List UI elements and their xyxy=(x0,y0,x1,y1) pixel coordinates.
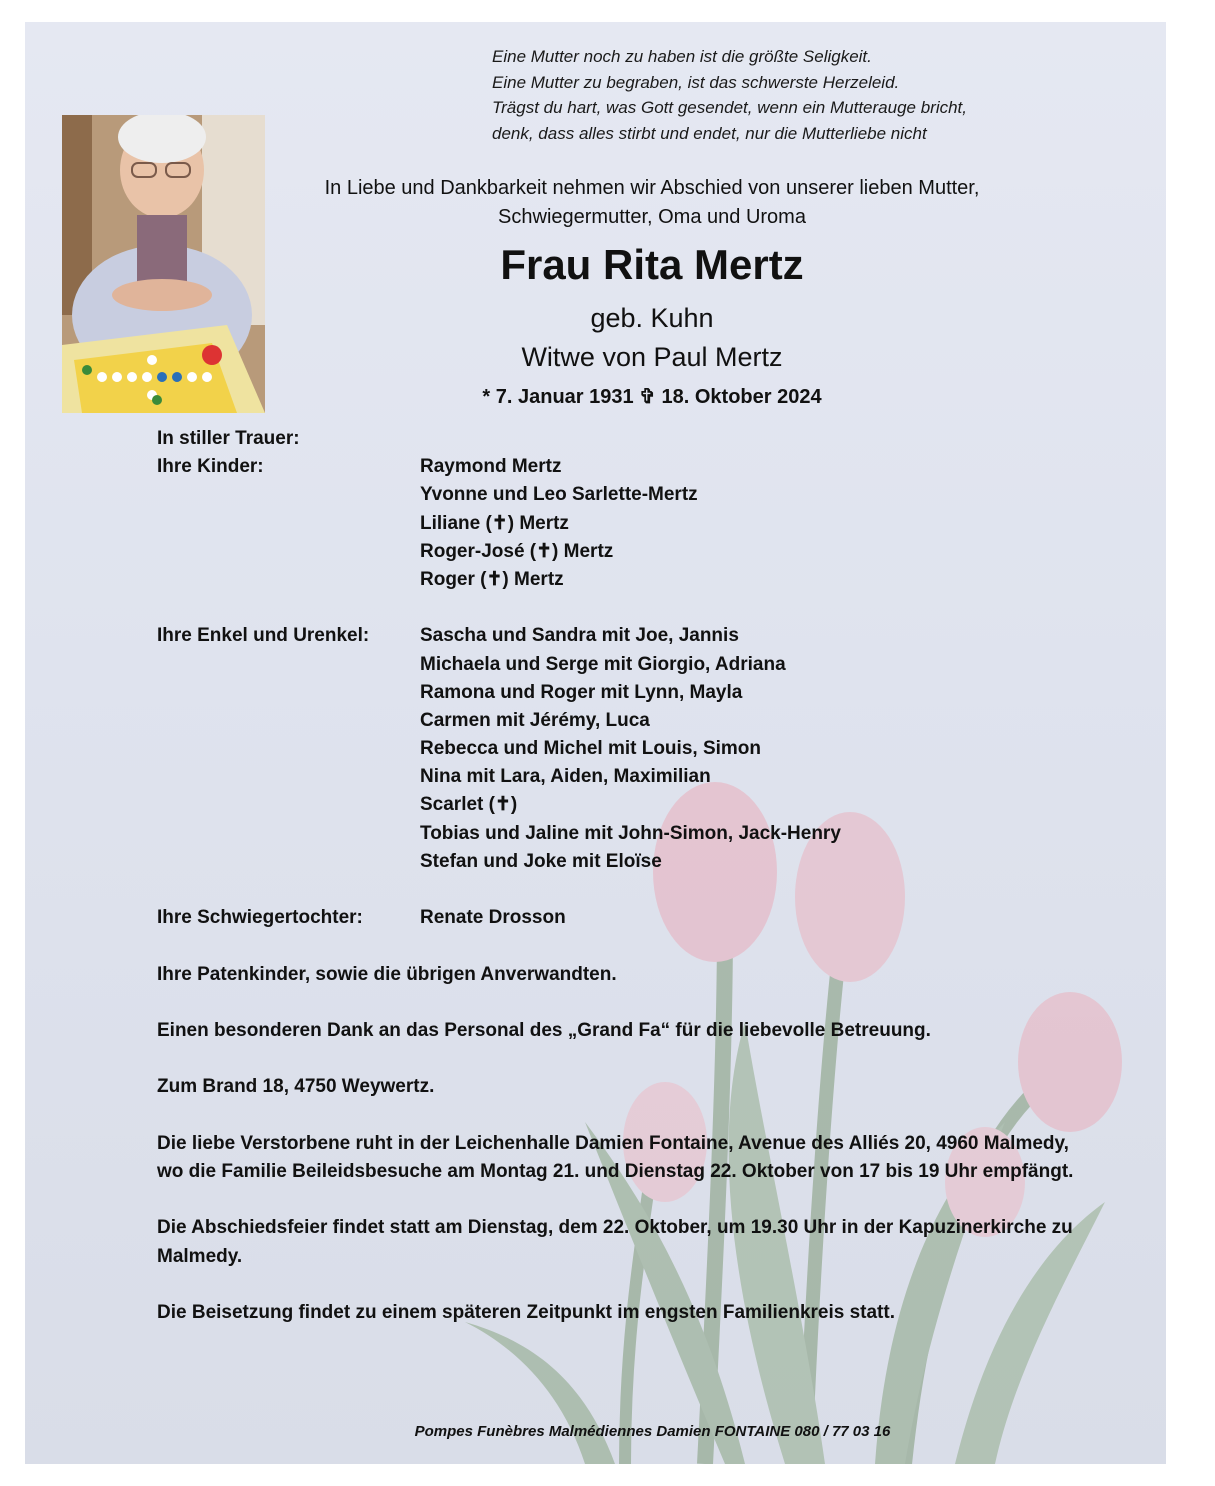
intro-text xyxy=(265,174,1039,232)
relatives-text: Ihre Patenkinder, sowie die übrigen Anverwandten. xyxy=(157,963,617,985)
grandchildren-label: Ihre Enkel und Urenkel: xyxy=(157,625,370,647)
daughter-in-law-name: Renate Drosson xyxy=(420,907,566,929)
grandchild-family: Carmen mit Jérémy, Luca xyxy=(420,709,650,731)
visitation-text-2: wo die Familie Beileidsbesuche am Montag 21. und Dienstag 22. Oktober von 17 bis 19 Uhr empfängt. xyxy=(157,1160,1074,1182)
ceremony-text-1: Die Abschiedsfeier findet statt am Dienstag, dem 22. Oktober, um 19.30 Uhr in der Kapuzinerkirche zu xyxy=(157,1217,1073,1239)
poem-line: Eine Mutter zu begraben, ist das schwerste Herzeleid. xyxy=(492,72,900,92)
deceased-name: Frau Rita Mertz xyxy=(500,241,804,288)
grandchild-family: Michaela und Serge mit Giorgio, Adriana xyxy=(420,653,786,675)
daughter-in-law-row xyxy=(157,904,1147,932)
poem-line: denk, dass alles stirbt und endet, nur die Mutterliebe nicht xyxy=(492,123,927,143)
child-name: Raymond Mertz xyxy=(420,456,562,478)
mourning-heading: In stiller Trauer: xyxy=(157,428,300,449)
intro-line-2: Schwiegermutter, Oma und Uroma xyxy=(498,206,806,228)
obituary-card xyxy=(25,22,1166,1464)
poem-line: Eine Mutter noch zu haben ist die größte Seligkeit. xyxy=(492,47,872,66)
child-name: Roger (✝) Mertz xyxy=(420,568,564,590)
mourning-heading-row xyxy=(157,425,1147,453)
maiden-name: geb. Kuhn xyxy=(590,303,714,333)
poem xyxy=(492,44,1112,146)
intro-line-1: In Liebe und Dankbarkeit nehmen wir Abschied von unserer lieben Mutter, xyxy=(324,177,980,199)
visitation-text-1: Die liebe Verstorbene ruht in der Leichenhalle Damien Fontaine, Avenue des Alliés 20, 4960 Malmedy, xyxy=(157,1132,1069,1154)
poem-line: Trägst du hart, was Gott gesendet, wenn ein Mutterauge bricht, xyxy=(492,98,967,117)
grandchild-family: Sascha und Sandra mit Joe, Jannis xyxy=(420,625,739,647)
widow-of: Witwe von Paul Mertz xyxy=(521,342,783,372)
grandchild-family: Scarlet (✝) xyxy=(420,794,518,816)
grandchild-family: Rebecca und Michel mit Louis, Simon xyxy=(420,738,761,760)
address-text: Zum Brand 18, 4750 Weywertz. xyxy=(157,1076,435,1098)
grandchild-family: Stefan und Joke mit Eloïse xyxy=(420,850,662,872)
burial-text: Die Beisetzung findet zu einem späteren Zeitpunkt im engsten Familienkreis statt. xyxy=(157,1301,895,1323)
child-name: Liliane (✝) Mertz xyxy=(420,512,569,534)
grandchildren-row xyxy=(157,622,1147,650)
child-name: Roger-José (✝) Mertz xyxy=(420,540,614,562)
thanks-text: Einen besonderen Dank an das Personal des „Grand Fa“ für die liebevolle Betreuung. xyxy=(157,1019,931,1041)
child-name: Yvonne und Leo Sarlette-Mertz xyxy=(420,484,698,506)
mourners-section xyxy=(157,425,1147,1327)
ceremony-text-2: Malmedy. xyxy=(157,1245,243,1267)
grandchild-family: Nina mit Lara, Aiden, Maximilian xyxy=(420,766,711,788)
funeral-home-footer: Pompes Funèbres Malmédiennes Damien FONTAINE 080 / 77 03 16 xyxy=(414,1423,891,1440)
daughter-in-law-label: Ihre Schwiegertochter: xyxy=(157,907,363,929)
life-dates: * 7. Januar 1931 ✞ 18. Oktober 2024 xyxy=(482,386,822,408)
children-row xyxy=(157,453,1147,481)
children-label: Ihre Kinder: xyxy=(157,456,264,478)
grandchild-family: Ramona und Roger mit Lynn, Mayla xyxy=(420,681,743,703)
grandchild-family: Tobias und Jaline mit John-Simon, Jack-Henry xyxy=(420,822,841,844)
portrait-photo xyxy=(62,115,265,413)
